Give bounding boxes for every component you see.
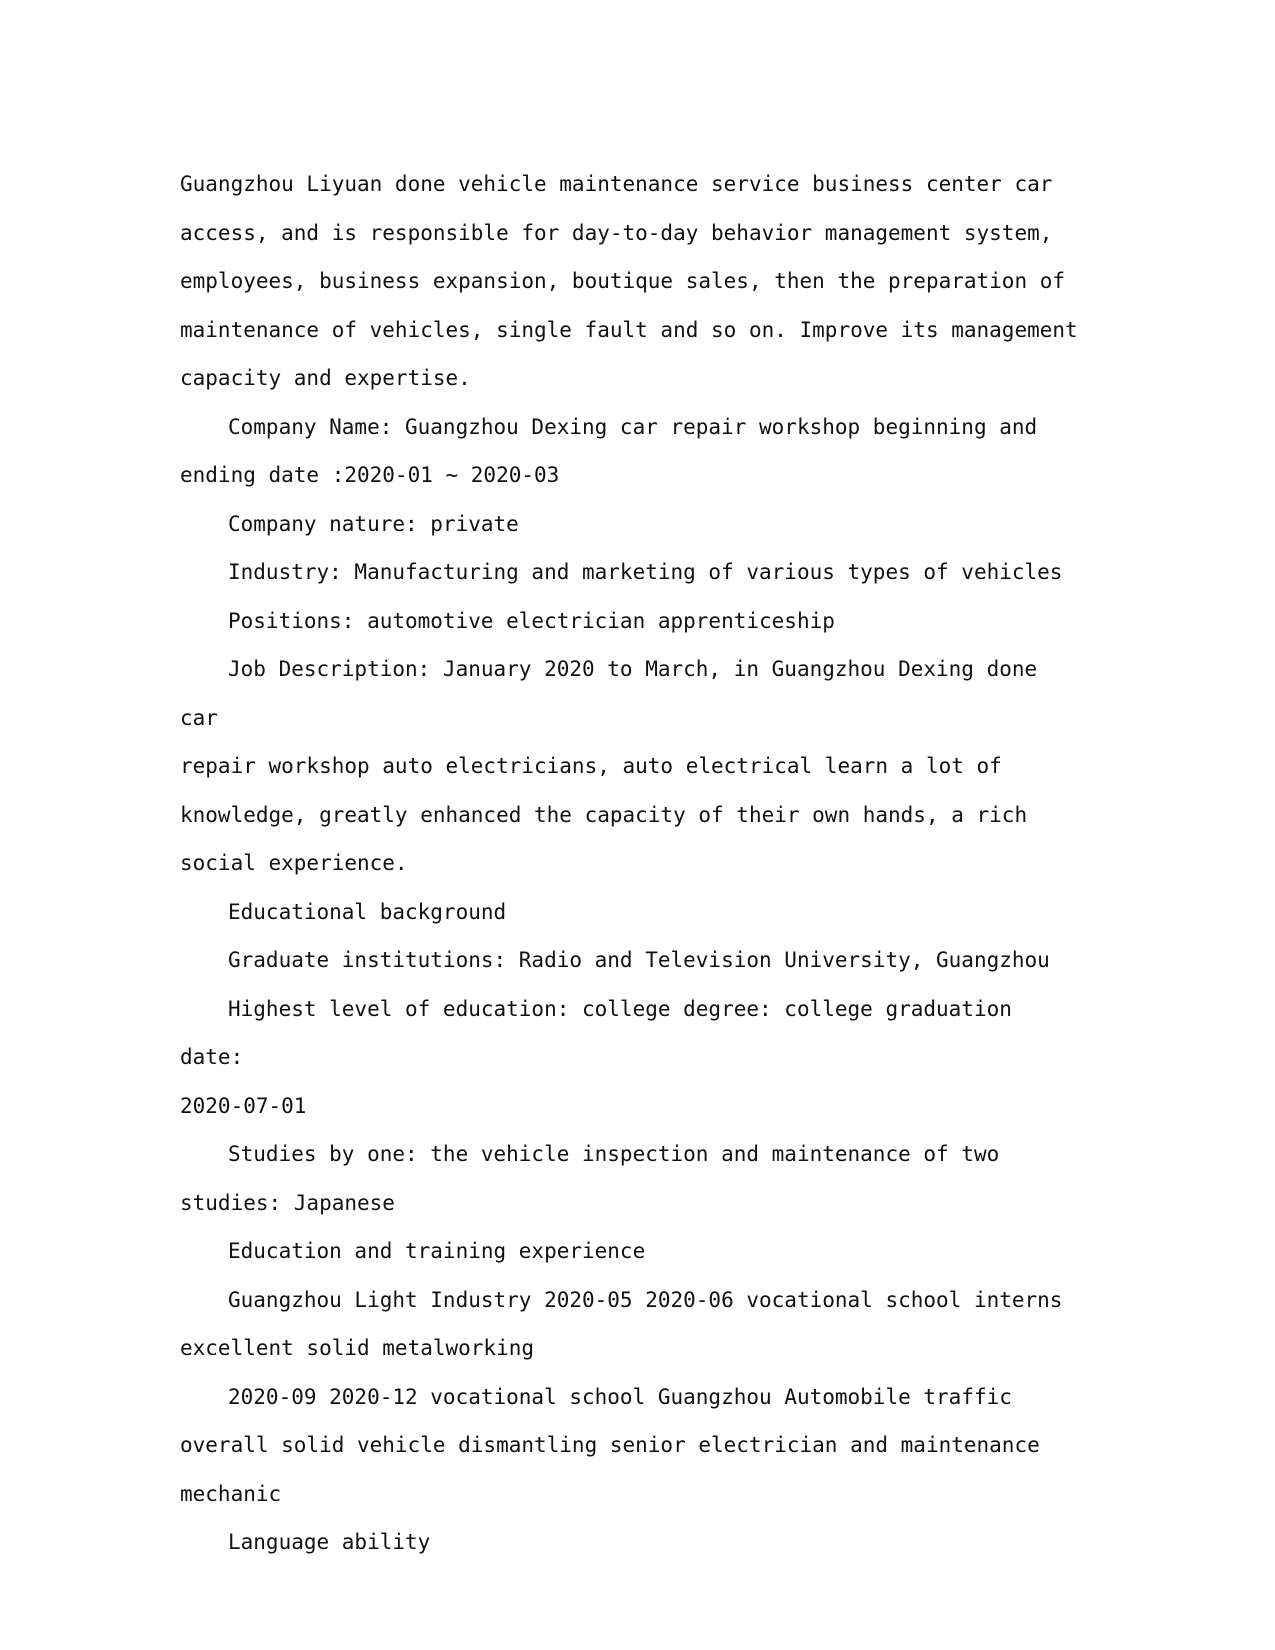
text-line: Company Name: Guangzhou Dexing car repair workshop beginning and bbox=[228, 414, 1038, 439]
text-line: Job Description: January 2020 to March, in Guangzhou Dexing done car bbox=[180, 657, 1050, 730]
text-line: 2020-07-01 bbox=[180, 1093, 307, 1118]
text-line: maintenance of vehicles, single fault and so on. Improve its management bbox=[180, 317, 1078, 342]
text-line: access, and is responsible for day-to-day behavior management system, bbox=[180, 220, 1053, 245]
text-line: overall solid vehicle dismantling senior electrician and maintenance bbox=[180, 1433, 1040, 1457]
text-line: Education and training experience bbox=[228, 1239, 646, 1263]
text-line: mechanic bbox=[180, 1481, 282, 1506]
text-line: Studies by one: the vehicle inspection and maintenance of two bbox=[228, 1142, 1000, 1166]
text-line: Industry: Manufacturing and marketing of various types of vehicles bbox=[228, 560, 1063, 584]
text-line: Educational background bbox=[228, 899, 507, 924]
text-line: knowledge, greatly enhanced the capacity of their own hands, a rich bbox=[180, 802, 1028, 827]
text-line: social experience. bbox=[180, 851, 408, 875]
text-line: studies: Japanese bbox=[180, 1190, 395, 1215]
text-line: employees, business expansion, boutique sales, then the preparation of bbox=[180, 269, 1066, 293]
document-body bbox=[180, 160, 1080, 1567]
text-line: Graduate institutions: Radio and Television University, Guangzhou bbox=[228, 948, 1050, 972]
text-line: Guangzhou Light Industry 2020-05 2020-06 vocational school interns bbox=[228, 1287, 1063, 1312]
text-line: ending date :2020-01 ~ 2020-03 bbox=[180, 463, 560, 487]
text-line: repair workshop auto electricians, auto electrical learn a lot of bbox=[180, 754, 1002, 778]
text-line: 2020-09 2020-12 vocational school Guangzhou Automobile traffic bbox=[228, 1384, 1012, 1409]
text-line: Language ability bbox=[228, 1530, 431, 1554]
text-line: Guangzhou Liyuan done vehicle maintenance service business center car bbox=[180, 172, 1053, 196]
text-line: Highest level of education: college degree: college graduation date: bbox=[180, 996, 1025, 1069]
text-line: excellent solid metalworking bbox=[180, 1336, 535, 1360]
text-line: Company nature: private bbox=[228, 511, 519, 536]
text-line: Positions: automotive electrician apprenticeship bbox=[228, 608, 835, 633]
text-line: capacity and expertise. bbox=[180, 366, 471, 390]
